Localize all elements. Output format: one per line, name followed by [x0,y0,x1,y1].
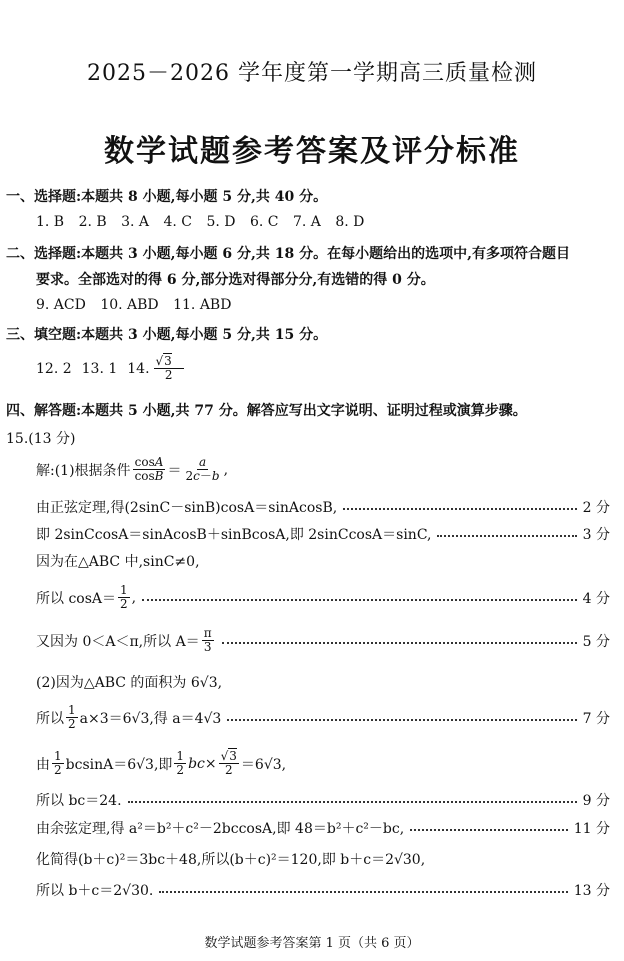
answer-4: 4. C [163,214,193,230]
question-15-label: 15.(13 分) [6,431,76,447]
answer-6: 6. C [249,214,279,230]
answer-5: 5. D [206,214,236,230]
answer-12: 12. 2 [36,360,72,377]
solution-line-3: 即 2sinCcosA＝sinAcosB＋sinBcosA,即 2sinCcosA＝sinC, 3 分 [36,524,610,544]
solution-line-8: 所以 $\frac{1}{2}$ a×3＝6√3,得 a＝4√3 7 分 [36,703,610,731]
solution-line-5: 所以 cosA＝ $\frac{1}{2}$ , 4 分 [36,583,610,611]
points-7: 7 分 [582,710,610,727]
solution-line-9: 由 $\frac{1}{2}$ bcsinA＝6√3,即 $\frac{1}{2}$ bc× $\frac{√3}{2}$ ＝6√3, [36,749,287,777]
section-1-heading: 一、选择题:本题共 8 小题,每小题 5 分,共 40 分。 [6,189,328,205]
answer-14-fraction: $\frac{√3}{2}$ [154,355,194,382]
points-13: 13 分 [573,883,610,899]
answer-7: 7. A [292,214,321,230]
section-2-answers [36,297,241,313]
exam-header: 2025－2026 学年度第一学期高三质量检测 [87,61,537,86]
solution-line-2: 由正弦定理,得(2sinC－sinB)cosA＝sinAcosB, 2 分 [36,497,610,517]
page-footer: 数学试题参考答案第 1 页（共 6 页） [204,936,420,951]
points-5: 5 分 [582,633,610,650]
answer-10: 10. ABD [100,297,159,313]
solution-line-1: 解:(1)根据条件 $\frac{\cos A}{\cos B}$ ＝ $\frac{a}{2c-b}$ , [36,455,229,483]
page-title: 数学试题参考答案及评分标准 [104,134,520,169]
section-2-heading: 二、选择题:本题共 3 小题,每小题 6 分,共 18 分。在每小题给出的选项中,有多项符合题目 [6,246,570,262]
answer-8: 8. D [335,214,365,230]
solution-line-10: 所以 bc＝24. 9 分 [36,790,610,810]
solution-line-7: (2)因为△ABC 的面积为 6√3, [36,675,223,691]
solution-line-6: 又因为 0＜A＜π,所以 A＝ $\frac{\pi}{3}$ 5 分 [36,626,610,654]
answer-3: 3. A [121,214,150,230]
answer-9: 9. ACD [36,297,86,313]
section-3-heading: 三、填空题:本题共 3 小题,每小题 5 分,共 15 分。 [6,327,328,343]
answer-2: 2. B [78,214,107,230]
section-2-heading-cont: 要求。全部选对的得 6 分,部分选对得部分分,有选错的得 0 分。 [36,272,435,288]
points-4: 4 分 [582,590,610,607]
points-2: 2 分 [582,500,610,516]
section-3-answers [36,355,204,382]
section-1-answers [36,214,374,230]
solution-line-11: 由余弦定理,得 a²＝b²＋c²－2bccosA,即 48＝b²＋c²－bc, 11 分 [36,818,610,838]
answer-11: 11. ABD [173,297,232,313]
section-4-heading: 四、解答题:本题共 5 小题,共 77 分。解答应写出文字说明、证明过程或演算步骤。 [6,403,527,419]
points-9: 9 分 [582,793,610,809]
answer-1: 1. B [36,214,65,230]
solution-line-12: 化简得(b＋c)²＝3bc＋48,所以(b＋c)²＝120,即 b＋c＝2√30, [36,852,426,868]
solution-line-13: 所以 b＋c＝2√30. 13 分 [36,880,610,900]
points-11: 11 分 [573,821,610,837]
solution-line-4: 因为在△ABC 中,sinC≠0, [36,554,200,570]
answer-14: 14. [127,360,150,377]
points-3: 3 分 [582,527,610,543]
answer-13: 13. 1 [81,360,118,377]
